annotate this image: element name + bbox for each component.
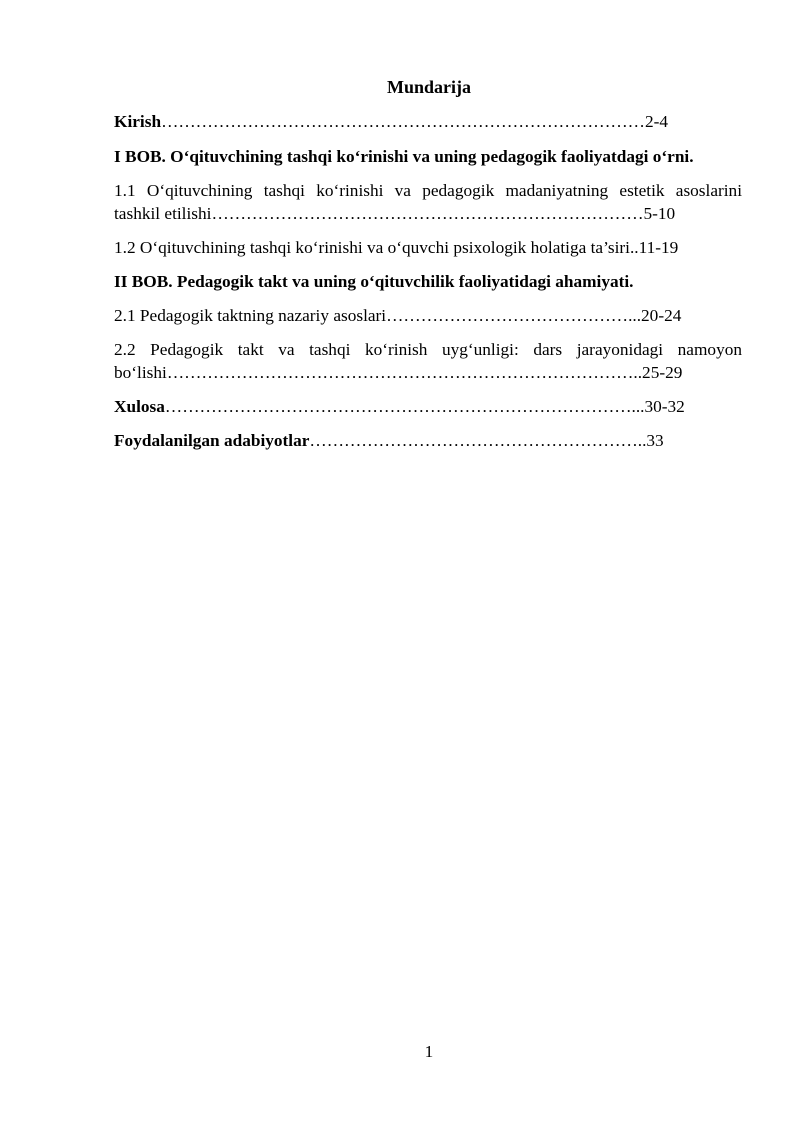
toc-entry-label: bo‘lishi	[114, 363, 167, 382]
toc-page-range: 11-19	[638, 238, 679, 257]
toc-entry-2-1	[114, 305, 681, 327]
toc-leader-dots: …………………………………………………………………	[211, 204, 644, 223]
toc-leader-dots: ………………………………………………………………………...	[164, 397, 645, 416]
toc-entry-label: 2.1 Pedagogik taktning nazariy asoslari	[114, 306, 387, 325]
toc-page-range: 25-29	[642, 363, 683, 382]
toc-entry-label: Xulosa	[114, 397, 165, 416]
toc-entry-2-2-line-2	[114, 362, 682, 384]
toc-entry-adabiyotlar	[114, 430, 664, 452]
toc-entry-1-1-line-2	[114, 203, 675, 225]
toc-page-range: 30-32	[644, 397, 685, 416]
toc-leader-dots: …………………………………………………..	[309, 431, 647, 450]
toc-chapter-1-heading: I BOB. O‘qituvchining tashqi ko‘rinishi va uning pedagogik faoliyatdagi o‘rni.	[114, 147, 694, 166]
toc-leader-dots: …………………………………………………………………………	[161, 112, 645, 131]
toc-page-range: 5-10	[643, 204, 676, 223]
toc-page-range: 33	[646, 431, 664, 450]
toc-entry-1-2	[114, 237, 678, 259]
page-number: 1	[424, 1042, 434, 1061]
toc-page-range: 2-4	[644, 112, 668, 131]
toc-entry-label: tashkil etilishi	[114, 204, 212, 223]
toc-entry-label: 1.2 O‘qituvchining tashqi ko‘rinishi va o‘quvchi psixologik holatiga ta’siri..	[114, 238, 639, 257]
page-title: Mundarija	[386, 77, 471, 97]
toc-entry-xulosa	[114, 396, 685, 418]
toc-entry-2-2-line-1: 2.2 Pedagogik takt va tashqi ko‘rinish uyg‘unligi: dars jarayonidagi namoyon	[114, 340, 742, 359]
toc-chapter-2-heading: II BOB. Pedagogik takt va uning o‘qituvchilik faoliyatidagi ahamiyati.	[114, 272, 634, 291]
toc-entry-label: Kirish	[114, 112, 162, 131]
toc-entry-1-1-line-1: 1.1 O‘qituvchining tashqi ko‘rinishi va pedagogik madaniyatning estetik asoslarini	[114, 181, 742, 200]
toc-page-range: 20-24	[641, 306, 682, 325]
toc-leader-dots: ………………………………………………………………………..	[166, 363, 643, 382]
toc-entry-label: Foydalanilgan adabiyotlar	[114, 431, 310, 450]
toc-entry-kirish	[114, 111, 668, 133]
toc-leader-dots: ……………………………………...	[386, 306, 642, 325]
